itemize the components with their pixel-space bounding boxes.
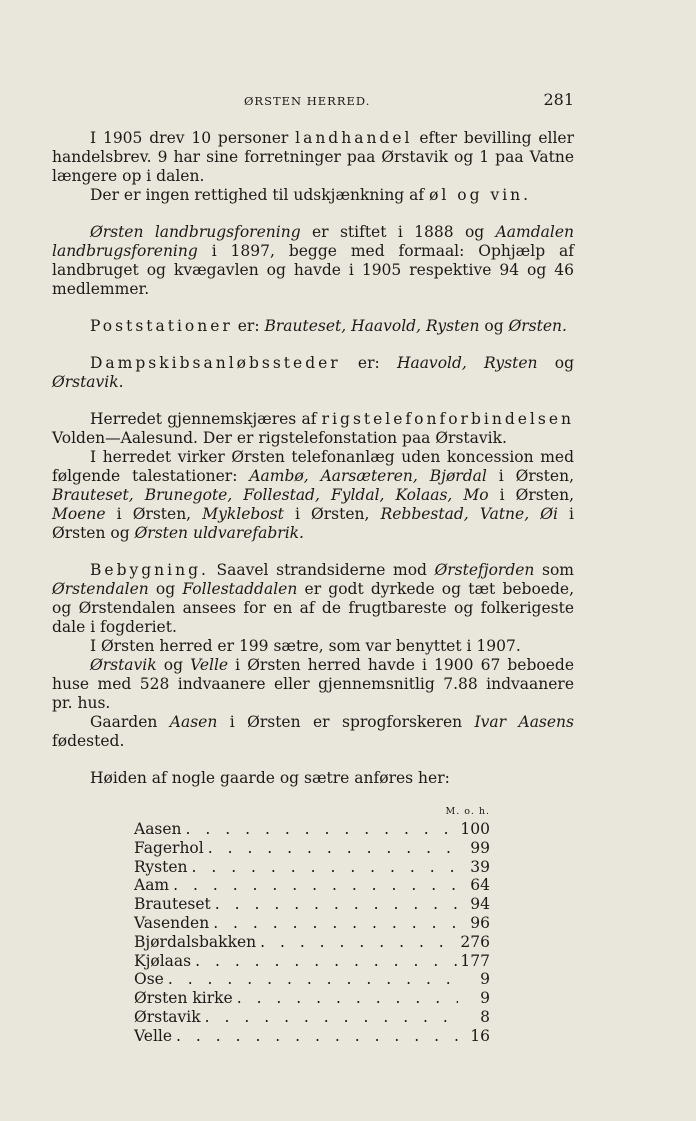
table-row: Velle . . . 16	[134, 1027, 490, 1046]
table-row: Ørsten kirke . . . 9	[134, 989, 490, 1008]
table-row: Brauteset . . . 94	[134, 895, 490, 914]
table-row: Aam . . . 64	[134, 876, 490, 895]
running-header	[244, 90, 574, 111]
paragraph-bebygning: Bebygning. Saavel strandsiderne mod Ørstefjorden som Ørstendalen og Follestaddalen er godt dyrkede og tæt beboede, og Ørstendalen ansees for en af de frugtbareste og folkerigeste dale i fogderiet.	[52, 561, 575, 636]
paragraph-telefonanlaeg: I herredet virker Ørsten telefonanlæg uden koncession med følgende talestationer: Aambø, Aarsæteren, Bjørdal i Ørsten, Brauteset, Brunegote, Follestad, Fyldal, Kolaas, Mo i Ørsten, Moene i Ørsten, Myklebost i Ørsten, Rebbestad, Vatne, Øi i Ørsten og Ørsten uldvarefabrik.	[52, 448, 575, 542]
page-number: 281	[543, 90, 574, 109]
table-row: Rysten . . . 39	[134, 858, 490, 877]
paragraph-saetre: I Ørsten herred er 199 sætre, som var benyttet i 1907.	[90, 637, 521, 655]
paragraph-landhandel: I 1905 drev 10 personer landhandel efter bevilling eller handelsbrev. 9 har sine forretninger paa Ørstavik og 1 paa Vatne længere op i dalen.	[52, 129, 574, 185]
paragraph-rettighed: Der er ingen rettighed til udskjænkning af øl og vin.	[90, 186, 529, 204]
paragraph-landbrugsforening: Ørsten landbrugsforening er stiftet i 1888 og Aamdalen landbrugsforening i 1897, begge med formaal: Ophjælp af landbruget og kvægavlen og havde i 1905 respektive 94 og 46 medlemmer.	[52, 223, 575, 298]
table-row: Ose . . . 9	[134, 970, 490, 989]
paragraph-dampskibsanlob: Dampskibsanløbssteder er: Haavold, Rysten og Ørstavik.	[52, 354, 574, 391]
table-row: Kjølaas . . . 177	[134, 952, 490, 971]
unit-label: M. o. h.	[445, 806, 490, 817]
table-row: Vasenden . . . 96	[134, 914, 490, 933]
table-row: Bjørdalsbakken . . . 276	[134, 933, 490, 952]
paragraph-aasen: Gaarden Aasen i Ørsten er sprogforskeren Ivar Aasens fødested.	[52, 713, 574, 750]
paragraph-hoiden: Høiden af nogle gaarde og sætre anføres her:	[90, 769, 450, 787]
table-row: Aasen . . . 100	[134, 820, 490, 839]
book-page	[52, 90, 574, 1046]
paragraph-orstavik-velle: Ørstavik og Velle i Ørsten herred havde i 1900 67 beboede huse med 528 indvaanere eller gjennemsnitlig 7.88 indvaanere pr. hus.	[52, 656, 574, 712]
elevation-table	[134, 806, 490, 1046]
page-title: ØRSTEN HERRED.	[244, 94, 371, 108]
paragraph-poststationer: Poststationer er: Brauteset, Haavold, Rysten og Ørsten.	[90, 317, 567, 335]
table-row: Ørstavik . . . 8	[134, 1008, 490, 1027]
paragraph-rigstelefon: Herredet gjennemskjæres af rigstelefonforbindelsen Volden—Aalesund. Der er rigstelefonstation paa Ørstavik.	[52, 410, 574, 447]
table-row: Fagerhol . . . 99	[134, 839, 490, 858]
